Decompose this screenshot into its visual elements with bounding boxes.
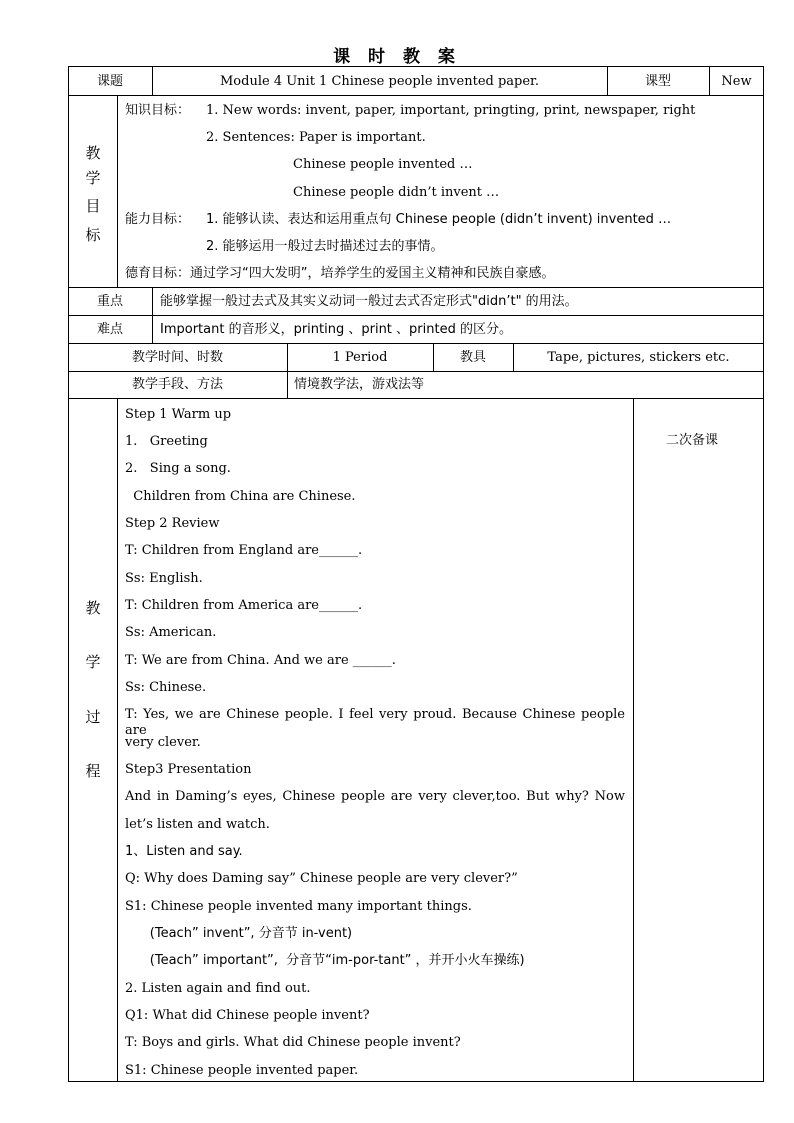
process-line: Step 1 Warm up — [125, 407, 232, 422]
process-line: Ss: English. — [125, 571, 203, 586]
process-line: 1、Listen and say. — [125, 844, 243, 859]
teaching-aids-value: Tape, pictures, stickers etc. — [547, 350, 730, 365]
process-line: 2. Listen again and find out. — [125, 981, 311, 996]
ability-objective: 1. 能够认读、表达和运用重点句 Chinese people (didn’t invent) invented … — [206, 212, 672, 227]
row-divider — [68, 287, 764, 288]
process-line: let’s listen and watch. — [125, 817, 270, 832]
process-line: T: Children from America are______. — [125, 598, 363, 613]
lesson-type-label: 课型 — [644, 74, 671, 89]
process-line: 2. Sing a song. — [125, 461, 231, 476]
process-label-char: 教 — [85, 599, 101, 617]
topic-title: Module 4 Unit 1 Chinese people invented paper. — [220, 74, 539, 89]
lesson-type-value: New — [721, 74, 752, 89]
moral-objective: 德育目标：通过学习“四大发明”，培养学生的爱国主义精神和民族自豪感。 — [125, 266, 555, 281]
topic-label: 课题 — [96, 74, 123, 89]
teaching-aids-label: 教具 — [459, 350, 486, 365]
difficulty-label: 难点 — [96, 322, 123, 337]
process-line: 1. Greeting — [125, 434, 208, 449]
row-divider — [68, 371, 764, 372]
process-line: S1: Chinese people invented many important things. — [125, 899, 472, 914]
page-title: 课 时 教 案 — [333, 47, 461, 67]
ability-label: 能力目标： — [125, 212, 191, 227]
knowledge-objective: Chinese people invented … — [293, 157, 473, 172]
teaching-time-label: 教学时间、时数 — [131, 350, 223, 365]
knowledge-objective: Chinese people didn’t invent … — [293, 185, 500, 200]
row-divider — [68, 315, 764, 316]
objectives-label-char: 标 — [85, 226, 101, 244]
knowledge-label: 知识目标： — [125, 103, 191, 118]
teaching-time-value: 1 Period — [332, 350, 388, 365]
process-line: T: We are from China. And we are ______. — [125, 653, 396, 668]
ability-objective: 2. 能够运用一般过去时描述过去的事情。 — [206, 239, 444, 254]
process-line: Children from China are Chinese. — [125, 489, 356, 504]
difficulty-text: Important 的音形义，printing 、print 、printed 的区分。 — [160, 322, 512, 337]
secondary-prep-label: 二次备课 — [666, 433, 719, 448]
col-divider — [152, 287, 153, 343]
process-line: very clever. — [125, 735, 201, 750]
process-line: Q1: What did Chinese people invent? — [125, 1008, 370, 1023]
process-line: Q: Why does Daming say” Chinese people are very clever?” — [125, 871, 518, 886]
process-line: Step 2 Review — [125, 516, 220, 531]
process-line: Ss: American. — [125, 625, 217, 640]
knowledge-objective: 1. New words: invent, paper, important, pringting, print, newspaper, right — [206, 103, 696, 118]
objectives-label-char: 目 — [85, 197, 101, 215]
process-line: (Teach” important”, 分音节“im-por-tant” ，并开小火车操练) — [125, 953, 525, 968]
row-divider — [68, 398, 764, 399]
process-label-char: 学 — [85, 653, 101, 671]
col-divider — [117, 95, 118, 287]
teaching-method-value: 情境教学法，游戏法等 — [294, 377, 425, 392]
process-line: Step3 Presentation — [125, 762, 252, 777]
teaching-method-label: 教学手段、方法 — [131, 377, 223, 392]
key-point-text: 能够掌握一般过去式及其实义动词一般过去式否定形式"didn’t" 的用法。 — [160, 294, 578, 309]
process-line: S1: Chinese people invented paper. — [125, 1063, 359, 1078]
knowledge-objective: 2. Sentences: Paper is important. — [206, 130, 426, 145]
row-divider — [68, 343, 764, 344]
process-line: T: Boys and girls. What did Chinese people invent? — [125, 1035, 461, 1050]
process-line: (Teach” invent”, 分音节 in-vent) — [125, 926, 353, 941]
process-line: And in Daming’s eyes, Chinese people are very clever,too. But why? Now — [125, 789, 625, 804]
col-divider — [633, 398, 634, 1082]
process-line: T: Children from England are______. — [125, 543, 363, 558]
process-label-char: 程 — [85, 762, 101, 780]
row-divider — [68, 95, 764, 96]
process-line: T: Yes, we are Chinese people. I feel very proud. Because Chinese people are — [125, 707, 625, 738]
process-label-char: 过 — [85, 708, 101, 726]
key-point-label: 重点 — [96, 294, 123, 309]
objectives-label-char: 教 — [85, 144, 101, 162]
process-line: Ss: Chinese. — [125, 680, 207, 695]
objectives-label-char: 学 — [85, 169, 101, 187]
col-divider — [117, 398, 118, 1082]
